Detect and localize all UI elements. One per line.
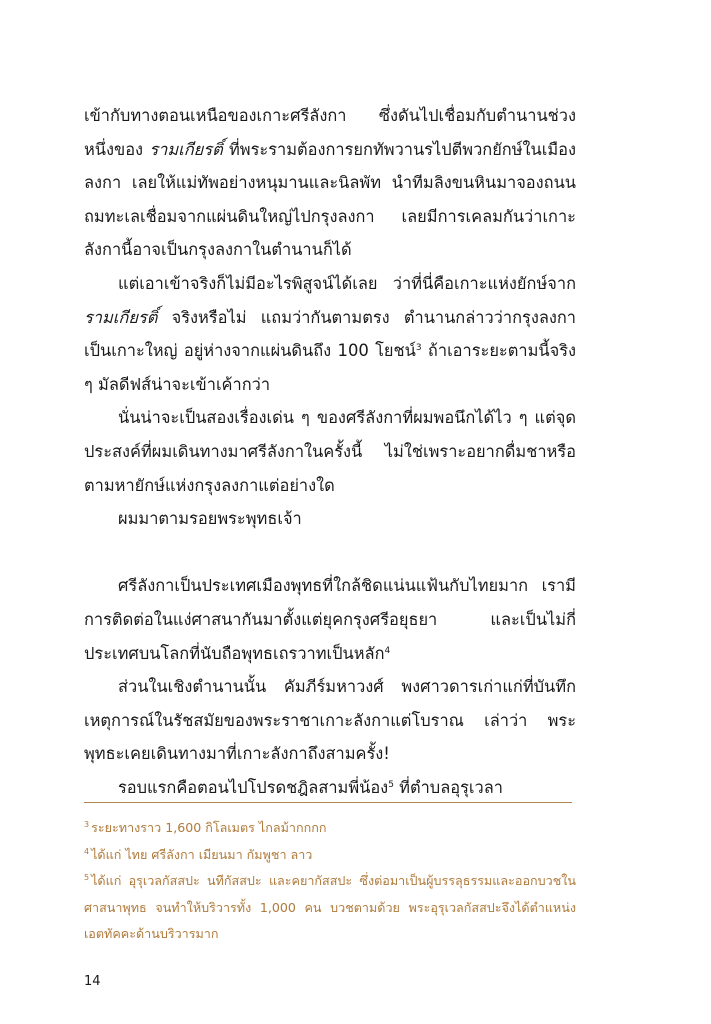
paragraph-4: ผมมาตามรอยพระพุทธเจ้า [118, 509, 302, 529]
footnote-ref-5[interactable]: 5 [388, 779, 394, 790]
book-title: รามเกียรติ์ [149, 139, 223, 159]
body-text [84, 99, 576, 804]
paragraph-5: ศรีลังกาเป็นประเทศเมืองพุทธที่ใกล้ชิดแน่นแฟ้นกับไทยมาก เรามีการติดต่อในแง่ศาสนากันมาตั้งแต่ยุคกรุงศรีอยุธยา และเป็นไม่กี่ประเทศบนโลกที่นับถือพุทธเถรวาทเป็นหลัก$^4$ [84, 576, 576, 663]
footnotes [84, 815, 576, 948]
paragraph-2: แต่เอาเข้าจริงก็ไม่มีอะไรพิสูจน์ได้เลย ว่าที่นี่คือเกาะแห่งยักษ์จาก รามเกียรติ์ จริงหรือไม่ แถมว่ากันตามตรง ตำนานกล่าวว่ากรุงลงกาเป็นเกาะใหญ่ อยู่ห่างจากแผ่นดินถึง 100 โยชน์$^3$ ถ้าเอาระยะตามนี้จริง ๆ มัลดีฟส์น่าจะเข้าเค้ากว่า [84, 273, 576, 394]
book-title: รามเกียรติ์ [84, 307, 158, 327]
footnote-3: $^3$ ระยะทางราว 1,600 กิโลเมตร ไกลม้ากกกก [84, 820, 327, 835]
page-number: 14 [84, 974, 101, 989]
paragraph-3: นั่นน่าจะเป็นสองเรื่องเด่น ๆ ของศรีลังกาที่ผมพอนึกได้ไว ๆ แต่จุดประสงค์ที่ผมเดินทางมาศรีลังกาในครั้งนี้ ไม่ใช่เพราะอยากดื่มชาหรือตามหายักษ์แห่งกรุงลงกาแต่อย่างใด [84, 408, 576, 495]
paragraph-6: ส่วนในเชิงตำนานนั้น คัมภีร์มหาวงศ์ พงศาวดารเก่าแก่ที่บันทึกเหตุการณ์ในรัชสมัยของพระราชาเกาะลังกาแต่โบราณ เล่าว่า พระพุทธะเคยเดินทางมาที่เกาะลังกาถึงสามครั้ง! [84, 677, 576, 764]
footnote-5: $^5$ ได้แก่ อุรุเวลกัสสปะ นทีกัสสปะ และคยากัสสปะ ซึ่งต่อมาเป็นผู้บรรลุธรรมและออกบวชในศาสนาพุทธ จนทำให้บริวารทั้ง 1,000 คน บวชตามด้วย พระอุรุเวลกัสสปะจึงได้ตำแหน่งเอตทัคคะด้านบริวารมาก [84, 873, 576, 941]
footnote-4: $^4$ ได้แก่ ไทย ศรีลังกา เมียนมา กัมพูชา ลาว [84, 846, 313, 862]
footnote-ref-3[interactable]: 3 [415, 343, 422, 354]
footnote-ref-4[interactable]: 4 [384, 645, 391, 656]
paragraph-1: เข้ากับทางตอนเหนือของเกาะศรีลังกา ซึ่งดันไปเชื่อมกับตำนานช่วงหนึ่งของ รามเกียรติ์ ที่พระรามต้องการยกทัพวานรไปตีพวกยักษ์ในเมืองลงกา เลยให้แม่ทัพอย่างหนุมานและนิลพัท นำทีมลิงขนหินมาจองถนน ถมทะเลเชื่อมจากแผ่นดินใหญ่ไปกรุงลงกา เลยมีการเคลมกันว่าเกาะลังกานี้อาจเป็นกรุงลงกาในตำนานก็ได้ [84, 106, 576, 260]
paragraph-7: รอบแรกคือตอนไปโปรดชฎิลสามพี่น้อง$^5$ ที่ตำบลอุรุเวลา [118, 777, 503, 797]
footnote-divider [84, 802, 572, 803]
